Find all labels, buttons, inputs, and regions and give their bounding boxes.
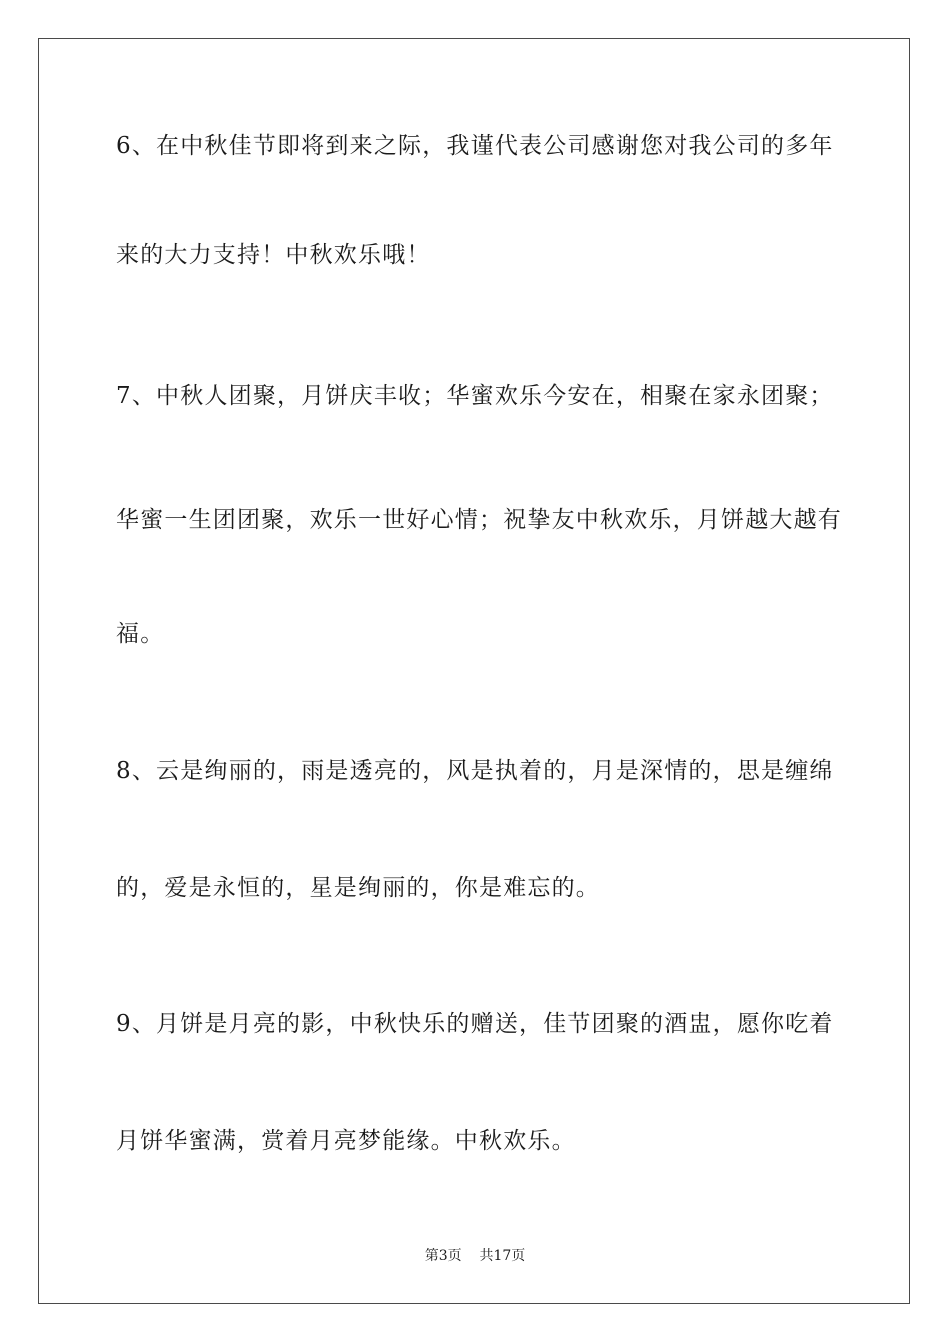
paragraph-7-line-1: 7、中秋人团聚，月饼庆丰收；华蜜欢乐今安在，相聚在家永团聚；	[116, 383, 834, 409]
total-pages: 共17页	[479, 1248, 526, 1264]
paragraph-7-line-2: 华蜜一生团团聚，欢乐一世好心情；祝挚友中秋欢乐，月饼越大越有	[116, 507, 842, 533]
paragraph-6-line-1: 6、在中秋佳节即将到来之际，我谨代表公司感谢您对我公司的多年	[116, 133, 834, 159]
paragraph-7-line-3: 福。	[116, 621, 165, 647]
page-border	[38, 38, 910, 1304]
paragraph-6-line-2: 来的大力支持！中秋欢乐哦！	[116, 242, 431, 268]
page-footer	[0, 1246, 950, 1266]
paragraph-8-line-1: 8、云是绚丽的，雨是透亮的，风是执着的，月是深情的，思是缠绵	[116, 758, 834, 784]
page-number: 第3页	[424, 1248, 462, 1264]
paragraph-9-line-1: 9、月饼是月亮的影，中秋快乐的赠送，佳节团聚的酒盅，愿你吃着	[116, 1011, 834, 1037]
paragraph-9-line-2: 月饼华蜜满，赏着月亮梦能缘。中秋欢乐。	[116, 1128, 576, 1154]
paragraph-8-line-2: 的，爱是永恒的，星是绚丽的，你是难忘的。	[116, 875, 600, 901]
